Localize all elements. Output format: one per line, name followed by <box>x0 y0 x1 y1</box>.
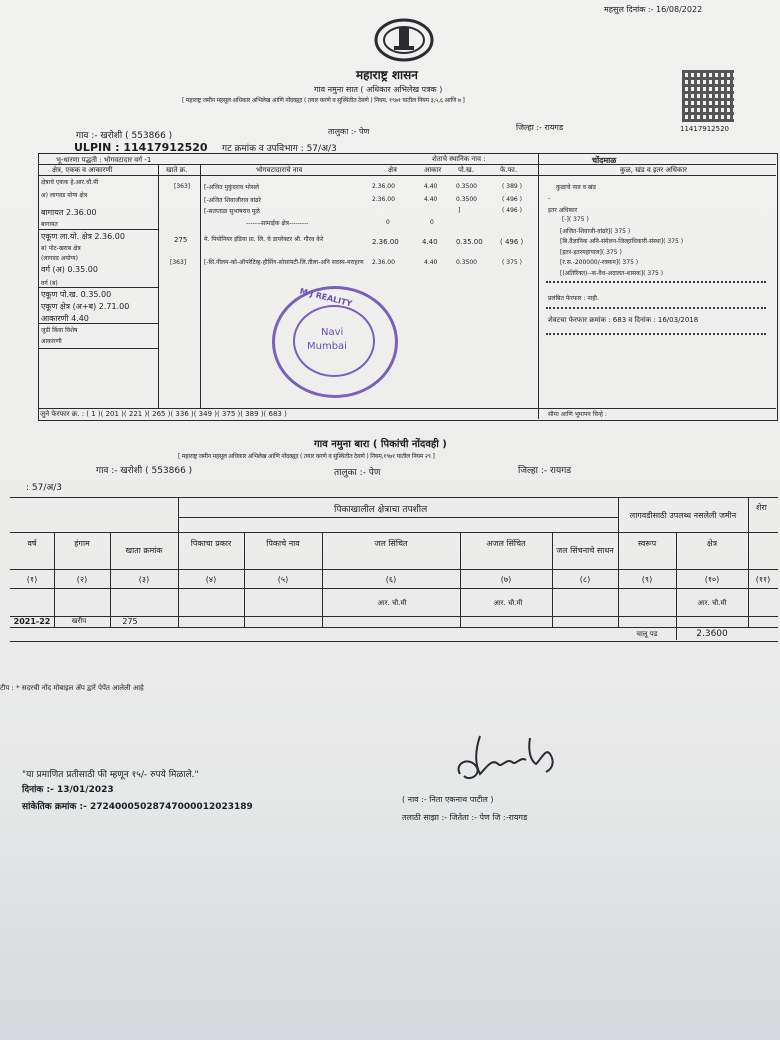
form12-title: गाव नमुना बारा ( पिकांची नोंदवही ) <box>314 439 447 450</box>
certificate-code: सांकेतिक क्रमांक :- 27240005028747000012023189 <box>22 802 253 812</box>
unit-non-irrigated: आर. चौ.मी <box>493 599 523 607</box>
area-row: एकूण ला.यो. क्षेत्र 2.36.00 <box>41 232 125 241</box>
crop-detail-header: पिकाखालील क्षेत्राचा तपशील <box>334 505 428 515</box>
row-area: 2.3600 <box>696 629 728 639</box>
form12-rule-line: [ महाराष्ट्र जमीन महसूल अधिकार अभिलेख आणि नोंदवह्या ( तयार करणे व सुस्थितीत ठेवणे ) नियम,१९७१ यातील नियम २९ ] <box>178 453 435 460</box>
owner-ferfar: ( 389 ) <box>502 183 522 190</box>
boundary-marks: सीमा आणि भूमापन चिन्हे : <box>548 411 607 418</box>
col-area: क्षेत्र <box>706 538 718 548</box>
row-nature: चालू पड <box>636 629 658 638</box>
khata-column-header: खाते क्र. <box>166 166 188 174</box>
owner-col-akar: आकार <box>424 166 442 174</box>
owner-area: 0 <box>386 219 390 226</box>
village-name: गाव :- खरोशी ( 553866 ) <box>76 131 173 141</box>
owner-col-area: क्षेत्र <box>388 166 397 174</box>
owner-ferfar: ( 375 ) <box>502 259 522 266</box>
form12-survey: : 57/अ/3 <box>26 483 63 493</box>
rights-line: कुळाचे नाव व खंड <box>556 184 596 191</box>
col-crop-name: पिकाचे नाव <box>266 538 300 548</box>
owner-akar: 4.40 <box>424 259 438 266</box>
col-non-irrigated: अजल सिंचित <box>486 538 526 548</box>
col-nature: स्वरूप <box>637 538 657 548</box>
qr-code-icon <box>682 70 734 122</box>
col-number: (९) <box>641 574 653 584</box>
owner-area: 2.36.00 <box>372 196 395 203</box>
row-season: खरीप <box>71 617 87 625</box>
owner-pokh: 0.3500 <box>456 196 477 203</box>
area-column-header: क्षेत्र, एकक व आकारणी <box>52 166 113 174</box>
owner-khata: [363] <box>170 259 187 266</box>
col-irrigation-source: जल सिंचनाचे साधन <box>556 546 614 555</box>
col-season: हंगाम <box>74 538 90 548</box>
rights-line: [इतर-इतरमहापाल]( 375 ) <box>560 249 622 256</box>
issue-date: महसुल दिनांक :- 16/08/2022 <box>604 5 703 14</box>
local-name-label: शेताचे स्थानिक नाव : <box>432 155 486 163</box>
fee-line: "या प्रमाणित प्रतीसाठी फी म्हणून १५/- रुपये मिळाले." <box>22 770 199 780</box>
owner-area: 2.36.00 <box>372 259 395 266</box>
mobile-app-note: टीप : * सदरची नोंद मोबाइल ॲप द्वारें पेपेंत आलेली आहे <box>0 684 144 692</box>
header-title: महाराष्ट्र शासन <box>356 68 418 82</box>
area-row: (लागवड अयोग्य) <box>41 255 78 262</box>
col-number: (७) <box>500 574 512 584</box>
owner-name: मे. पियोनियर इंडिया प्रा. लि. चे डायरेक्टर श्री. गौरव केरे <box>204 236 324 243</box>
row-khata: 275 <box>122 617 138 626</box>
owner-akar: 4.40 <box>424 183 438 190</box>
district-name: जिल्हा :- रायगड <box>516 123 564 132</box>
area-row: आकारणी <box>41 338 62 345</box>
rights-line: [अजित-शिवाजी-वांढरे]( 375 ) <box>560 228 631 235</box>
col-number: (१) <box>26 574 38 584</box>
owner-col-ferfar: फे.फा. <box>500 166 518 174</box>
owner-name: [-सि.नीलम-को-ऑपरेटिव्ह-हौसिंग-सोसायटी-लि.तीला-अनि सदस्य-मराहाण <box>204 259 364 266</box>
owner-name: [-अजित शिवाजीराव वांढरे <box>204 197 261 204</box>
rights-line: [-]( 375 ) <box>562 216 589 223</box>
qr-number: 11417912520 <box>680 125 729 133</box>
pending-ferfar: प्रलंबित फेरफार : नाही. <box>548 295 599 302</box>
col-crop-type: पिकाचा प्रकार <box>190 538 232 548</box>
rights-line: इतर अधिकार <box>548 207 578 214</box>
col-khata: खाता क्रमांक <box>125 546 163 555</box>
company-stamp: M J REALITY Navi Mumbai <box>272 286 398 398</box>
owner-name: [-अजित मुकुंदराव भोसले <box>204 184 259 191</box>
certificate-date: दिनांक :- 13/01/2023 <box>22 785 114 795</box>
uncultivable-header: लागवडीसाठी उपलब्ध नसलेली जमीन <box>629 510 737 520</box>
owner-name: -------सामाईक क्षेत्र--------- <box>246 220 309 227</box>
owner-area: 2.36.00 <box>372 238 399 246</box>
owner-name: [-सतप्ताळ सुभाषराव मुळे <box>204 208 260 215</box>
state-emblem-icon <box>372 16 436 62</box>
rights-line: [बि.वैज्ञानिक अनि-संमेलन-जिल्हाधिकारी-संस्था]( 375 ) <box>560 238 684 245</box>
owner-ferfar: ( 496 ) <box>502 196 522 203</box>
rights-line: [र.स.-200000/-रक्कम]( 375 ) <box>560 259 639 266</box>
area-row: ब) पोट-खराब क्षेत्र <box>41 245 81 252</box>
signature-icon <box>450 728 580 790</box>
col-number: (६) <box>385 574 397 584</box>
col-number: (२) <box>76 574 88 584</box>
col-number: (१०) <box>704 574 720 584</box>
col-number: (३) <box>138 574 150 584</box>
tenure-label: भू-धारणा पद्धती : भोगवटादार वर्ग -1 <box>56 156 152 164</box>
area-row: क्षेत्राचे एकक हे.आर.चौ.मी <box>41 179 99 186</box>
rights-line: - <box>548 195 551 202</box>
area-row: अ) लागवड योग्य क्षेत्र <box>41 192 88 199</box>
owner-ferfar: ( 496 ) <box>502 207 522 214</box>
rights-line: [(अतिरिक्त)--क-वैध-अदालत-शासक]( 375 ) <box>560 270 664 277</box>
header-subtitle: गाव नमुना सात ( अधिकार अभिलेख पत्रक ) <box>314 85 443 94</box>
owner-akar: 4.40 <box>424 196 438 203</box>
form12-village: गाव :- खरोशी ( 553866 ) <box>96 466 193 476</box>
owner-pokh: 0.3500 <box>456 259 477 266</box>
local-name-value: चोंदमाळ <box>592 156 617 165</box>
last-ferfar: शेवटचा फेरफार क्रमांक : 683 व दिनांक : 16/03/2018 <box>548 316 699 324</box>
owner-col-pokh: पो.ख. <box>458 166 474 174</box>
area-row: बागायत 2.36.00 <box>41 208 97 217</box>
owner-pokh: ] <box>458 207 461 214</box>
col-year: वर्ष <box>27 538 37 548</box>
owner-pokh: 0.3500 <box>456 183 477 190</box>
unit-area: आर. चौ.मी <box>697 599 727 607</box>
old-ferfar-list: जुने फेरफार क्र. : ( 1 )( 201 )( 221 )( 265 )( 336 )( 349 )( 375 )( 389 )( 683 ) <box>40 410 287 418</box>
area-row: एकूण क्षेत्र (अ+ब) 2.71.00 <box>41 302 130 311</box>
owner-khata: 275 <box>174 236 188 244</box>
area-row: वर्ग (ब) <box>41 280 58 287</box>
row-year: 2021-22 <box>13 617 51 626</box>
area-row: जुडी किंवा विशेष <box>41 327 78 334</box>
remarks-header: शेरा <box>756 503 767 512</box>
rights-column-header: कुळ, खंड व इतर अधिकार <box>620 166 687 174</box>
owner-ferfar: ( 496 ) <box>500 238 524 246</box>
owner-pokh: 0.35.00 <box>456 238 483 246</box>
col-number: (५) <box>277 574 289 584</box>
owner-area: 2.36.00 <box>372 183 395 190</box>
owner-khata: [363] <box>174 183 191 190</box>
owner-akar: 0 <box>430 219 434 226</box>
form12-district: जिल्हा :- रायगड <box>518 466 572 476</box>
col-number: (४) <box>205 574 217 584</box>
owner-column-header: भोगवटादाराचे नाव <box>256 166 303 174</box>
survey-number: गट क्रमांक व उपविभाग : 57/अ/3 <box>222 144 337 154</box>
taluka-name: तालुका :- पेण <box>328 127 370 136</box>
col-number: (११) <box>755 574 771 584</box>
owner-akar: 4.40 <box>422 238 438 246</box>
form12-taluka: तालुका :- पेण <box>334 468 381 478</box>
header-rule-line: [ महाराष्ट्र जमीन महसूल अधिकार अभिलेख आणि नोंदवह्या ( तयार करणे व सुस्थितीत ठेवणे ) नियम, १९७१ यातील नियम ३,५,६ आणि ७ ] <box>182 97 465 104</box>
col-irrigated: जल सिंचित <box>374 538 408 548</box>
ulpin-number: ULPIN : 11417912520 <box>74 141 208 154</box>
area-row: वर्ग (अ) 0.35.00 <box>41 265 98 274</box>
col-number: (८) <box>579 574 591 584</box>
area-row: आकारणी 4.40 <box>41 314 89 323</box>
unit-irrigated: आर. चौ.मी <box>377 599 407 607</box>
area-row: बागायत <box>41 221 58 228</box>
signatory-name: ( नाव :- निता एकनाथ पाटील ) <box>402 795 494 804</box>
area-row: एकूण पो.ख. 0.35.00 <box>41 290 112 299</box>
signatory-office: तलाठी साझा :- जितेता :- पेण जि :-रायगड <box>402 813 528 822</box>
